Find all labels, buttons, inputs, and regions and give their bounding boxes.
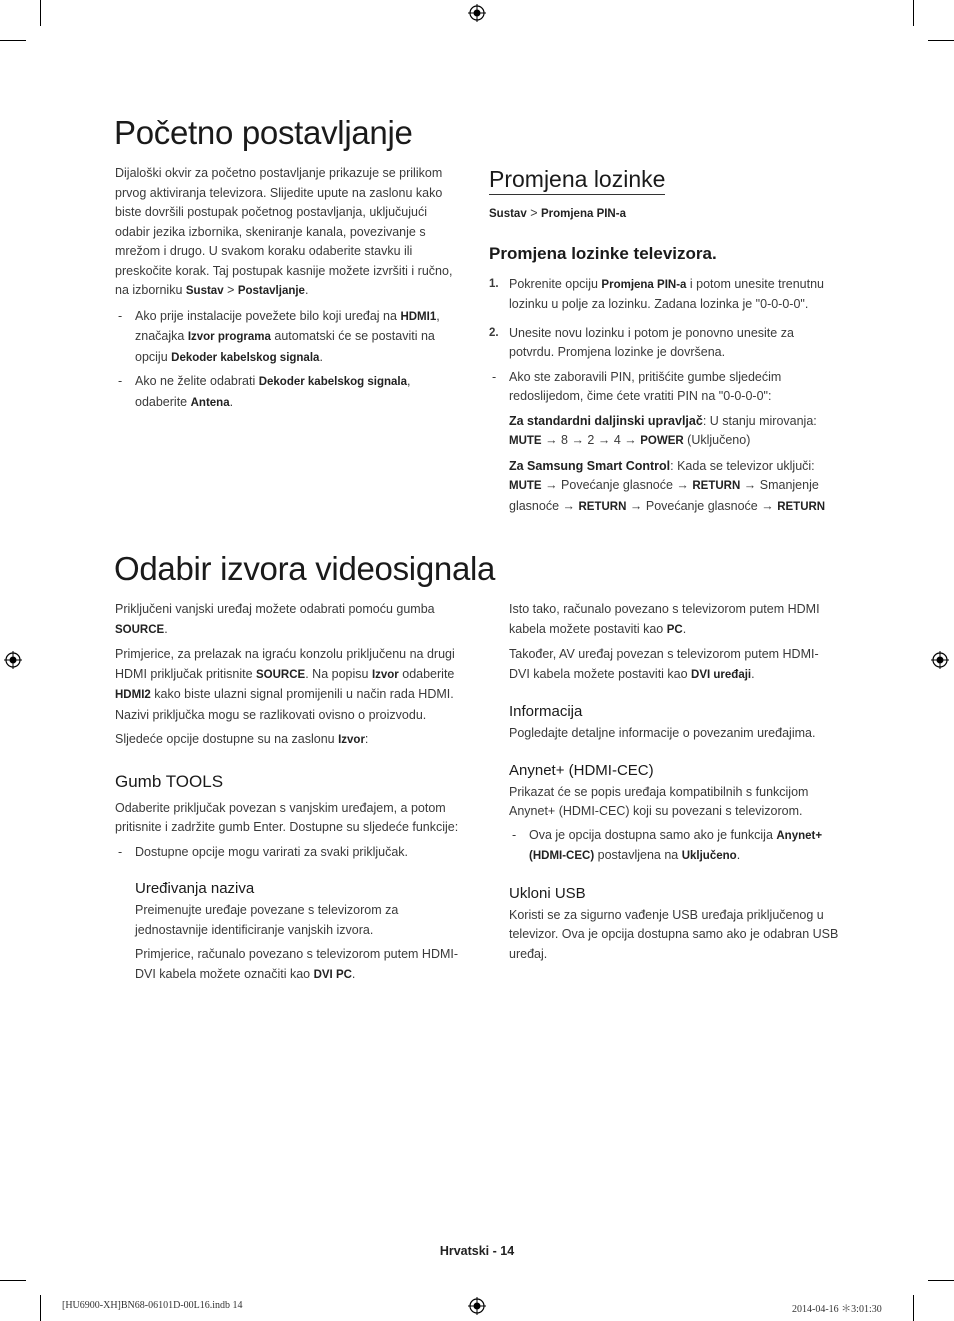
source-right-section — [509, 600, 839, 964]
pin-standard-remote: Za standardni daljinski upravljač: U stanju mirovanja: MUTE → 8 → 2 → 4 → POWER (Uključeno) — [509, 413, 817, 447]
crop-mark — [928, 40, 954, 41]
registration-mark-icon — [468, 4, 486, 22]
tools-title: Gumb TOOLS — [115, 771, 224, 791]
intro-bullet-hdmi: - Ako prije instalacije povežete bilo koji uređaj na HDMI1, značajka Izvor programa automatski će se postaviti na opciju Dekoder kabelskog signala. — [118, 308, 440, 364]
pin-forgot-note: - Ako ste zaboravili PIN, pritišćite gumbe sljedećim redoslijedom, čime ćete vratiti PIN na "0-0-0-0": — [492, 369, 782, 403]
info-title: Informacija — [509, 703, 583, 720]
pin-subtitle: Promjena lozinke televizora. — [489, 243, 717, 263]
source-left-section — [115, 600, 465, 985]
intro-section — [115, 164, 463, 413]
usb-title: Ukloni USB — [509, 884, 586, 902]
rename-paragraph-2: Primjerice, računalo povezano s televizorom putem HDMI-DVI kabela možete označiti kao DVI PC. — [135, 947, 459, 981]
source-pc-paragraph: Isto tako, računalo povezano s televizorom putem HDMI kabela možete postaviti kao PC. — [509, 602, 820, 636]
page-number: Hrvatski - 14 — [439, 1244, 515, 1258]
pin-section — [489, 165, 839, 517]
footer-file-info: [HU6900-XH]BN68-06101D-00L16.indb 14 — [62, 1300, 243, 1311]
pin-step-1: 1. Pokrenite opciju Promjena PIN-a i potom unesite trenutnu lozinku u polje za lozinku. Zadana lozinka je "0-0-0-0". — [489, 276, 825, 311]
source-paragraph-2: Primjerice, za prelazak na igraću konzolu priključenu na drugi HDMI priključak pritisnite SOURCE. Na popisu Izvor odaberite HDMI2 kako biste ulazni signal promijenili u način rada HDMI. Nazivi priključka mogu se razlikovati ovisno o proizvodu. — [115, 647, 455, 722]
anynet-paragraph: Prikazat će se popis uređaja kompatibilnih s funkcijom Anynet+ (HDMI-CEC) koji su povezani s televizorom. — [509, 784, 809, 818]
usb-paragraph: Koristi se za sigurno vađenje USB uređaja priključenog u televizor. Ova je opcija dostupna samo ako je odabran USB uređaj. — [509, 907, 839, 961]
page-title-initial-setup: Početno postavljanje — [114, 114, 413, 151]
page-title-source: Odabir izvora videosignala — [114, 550, 496, 587]
registration-mark-icon — [931, 651, 949, 669]
intro-paragraph: Dijaloški okvir za početno postavljanje prikazuje se prilikom prvog aktiviranja televizora. Slijedite upute na zaslonu kako biste dovršili postupak početnog postavljanja, uključujući odabir jezika izbornika, skeniranje kanala, povezivanje s mrežom i drugo. U svakom koraku odaberite stavku ili preskočite korak. Taj postupak kasnije možete izvršiti i ručno, na izborniku Sustav > Postavljanje. — [115, 166, 453, 297]
crop-mark — [913, 1295, 914, 1321]
source-paragraph-1: Priključeni vanjski uređaj možete odabrati pomoću gumba SOURCE. — [115, 602, 435, 636]
source-paragraph-3: Sljedeće opcije dostupne su na zaslonu Izvor: — [115, 732, 369, 746]
pin-section-title: Promjena lozinke — [489, 165, 839, 195]
pin-step-2: 2. Unesite novu lozinku i potom je ponovno unesite za potvrdu. Promjena lozinke je dovršena. — [489, 325, 794, 359]
registration-mark-icon — [468, 1297, 486, 1315]
anynet-title: Anynet+ (HDMI-CEC) — [509, 761, 654, 779]
source-dvi-paragraph: Također, AV uređaj povezan s televizorom putem HDMI-DVI kabela možete postaviti kao DVI uređaji. — [509, 647, 819, 681]
crop-mark — [0, 1280, 26, 1281]
crop-mark — [40, 0, 41, 26]
tools-bullet: - Dostupne opcije mogu varirati za svaki priključak. — [118, 844, 409, 859]
pin-smart-control: Za Samsung Smart Control: Kada se televizor uključi: MUTE → Povećanje glasnoće → RETURN → Smanjenje glasnoće → RETURN → Povećanje glasnoće → RETURN — [509, 458, 826, 513]
rename-title: Uređivanja naziva — [135, 880, 255, 897]
registration-mark-icon — [4, 651, 22, 669]
intro-bullet-antenna: - Ako ne želite odabrati Dekoder kabelskog signala, odaberite Antena. — [118, 374, 411, 409]
anynet-bullet: - Ova je opcija dostupna samo ako je funkcija Anynet+ (HDMI-CEC) postavljena na Uključeno. — [512, 827, 823, 862]
footer-date: 2014-04-16 ＊3:01:30 — [792, 1304, 882, 1315]
rename-paragraph-1: Preimenujte uređaje povezane s televizorom za jednostavnije identificiranje vanjskih izvora. — [135, 903, 399, 937]
tools-paragraph: Odaberite priključak povezan s vanjskim uređajem, a potom pritisnite i zadržite gumb Enter. Dostupne su sljedeće funkcije: — [115, 800, 459, 834]
rename-section — [115, 879, 465, 985]
crop-mark — [40, 1295, 41, 1321]
crop-mark — [913, 0, 914, 26]
crop-mark — [0, 40, 26, 41]
crop-mark — [928, 1280, 954, 1281]
pin-menu-path: Sustav > Promjena PIN-a — [489, 206, 626, 220]
info-paragraph: Pogledajte detaljne informacije o povezanim uređajima. — [509, 726, 816, 740]
